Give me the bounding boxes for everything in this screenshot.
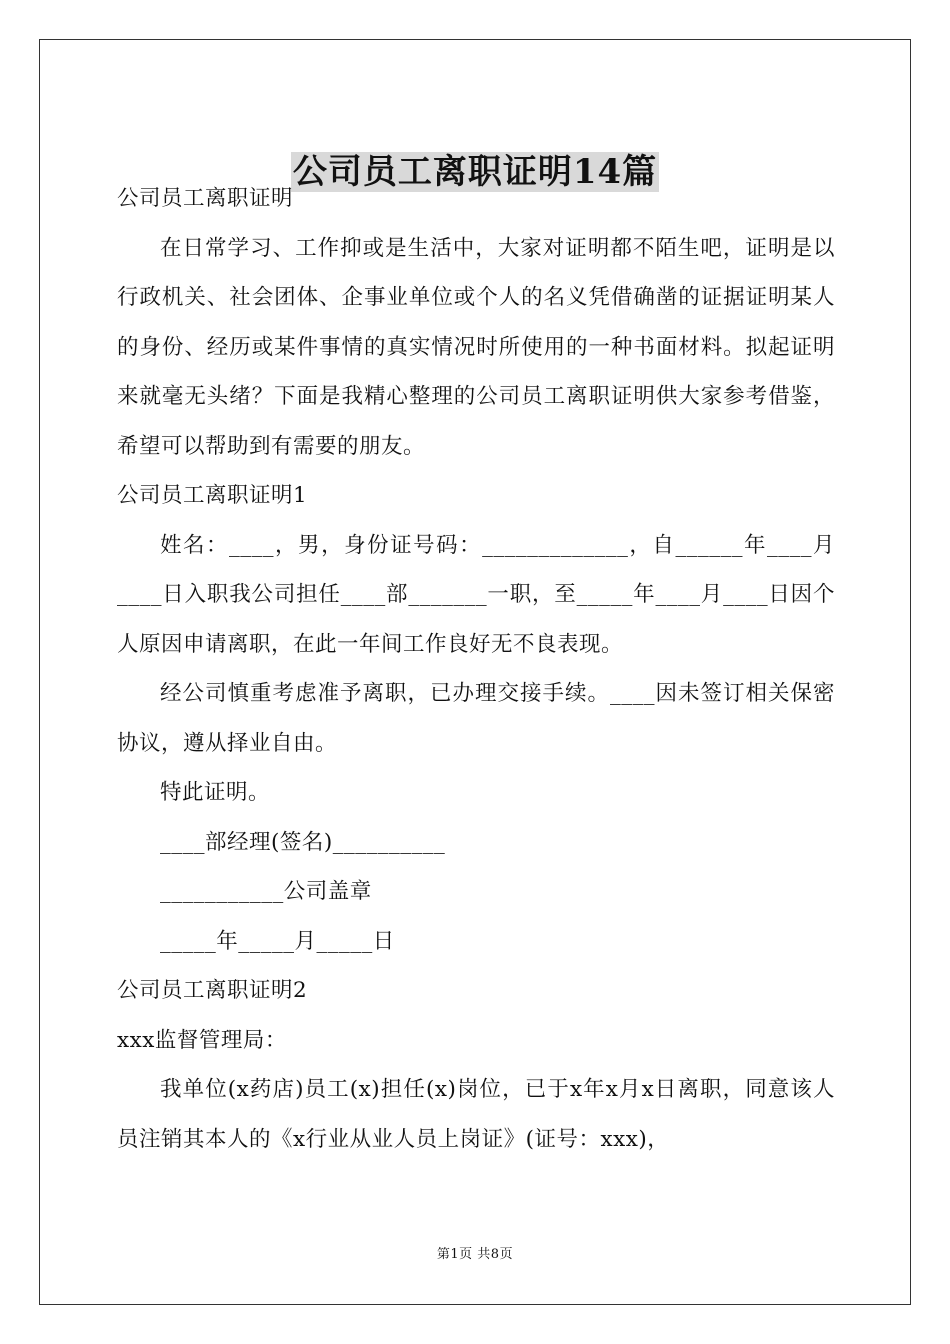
resignation-approval-paragraph: 经公司慎重考虑准予离职，已办理交接手续。____因未签订相关保密协议，遵从择业自由。	[117, 681, 835, 756]
company-seal-line: ___________公司盖章	[160, 879, 372, 904]
date-line: _____年_____月_____日	[160, 928, 395, 954]
certification-statement: 特此证明。	[160, 780, 271, 805]
section-heading-1: 公司员工离职证明1	[117, 483, 308, 508]
license-cancellation-paragraph: 我单位(x药店)员工(x)担任(x)岗位，已于x年x月x日离职，同意该人员注销其本人的《x行业从业人员上岗证》(证号：xxx)，	[117, 1077, 835, 1152]
employee-info-paragraph: 姓名：____，男，身份证号码：_____________，自______年____月____日入职我公司担任____部_______一职，至_____年____月____日因个人原因申请离职，在此一年间工作良好无不良表现。	[117, 532, 835, 657]
section-heading-2: 公司员工离职证明2	[117, 978, 308, 1003]
document-title-text: 公司员工离职证明14篇	[292, 151, 658, 192]
manager-signature-line: ____部经理(签名)__________	[160, 829, 446, 855]
page-footer: 第1页 共8页	[436, 1247, 514, 1262]
addressee-line: xxx监督管理局：	[117, 1027, 287, 1053]
intro-paragraph: 在日常学习、工作抑或是生活中，大家对证明都不陌生吧，证明是以行政机关、社会团体、企事业单位或个人的名义凭借确凿的证据证明某人的身份、经历或某件事情的真实情况时所使用的一种书面材料。拟起证明来就毫无头绪？下面是我精心整理的公司员工离职证明供大家参考借鉴，希望可以帮助到有需要的朋友。	[117, 235, 835, 459]
document-body	[117, 174, 835, 1164]
section-heading-intro: 公司员工离职证明	[117, 186, 294, 211]
